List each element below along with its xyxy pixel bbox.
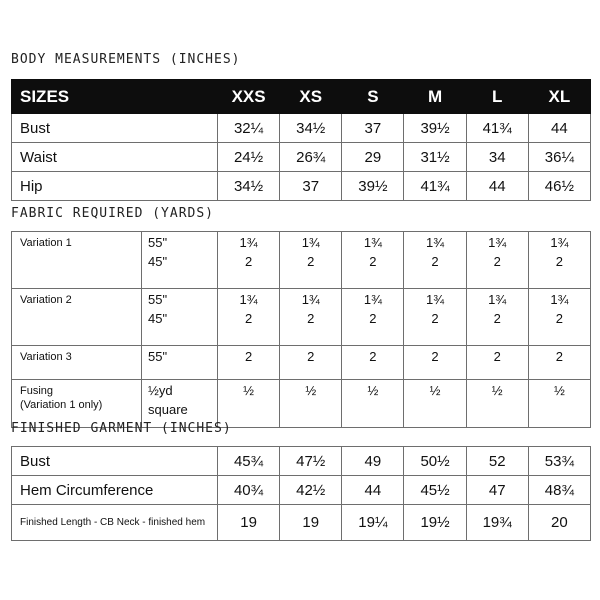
table-cell: 29 (342, 143, 404, 172)
table-cell: 44 (528, 114, 590, 143)
body-measurements-table (11, 79, 591, 201)
table-cell: 36¼ (528, 143, 590, 172)
table-cell: 1¾ 2 (280, 289, 342, 346)
table-cell: ½ (280, 380, 342, 428)
table-cell: 39½ (404, 114, 466, 143)
row-label: Fusing (Variation 1 only) (12, 380, 142, 428)
table-cell: 41¾ (466, 114, 528, 143)
size-m-header: M (404, 80, 466, 114)
finished-garment-table (11, 446, 591, 541)
row-label: Variation 3 (12, 346, 142, 380)
table-cell: 2 (404, 346, 466, 380)
table-cell: 1¾ 2 (218, 232, 280, 289)
row-label: Hip (12, 172, 218, 201)
table-cell: 1¾ 2 (218, 289, 280, 346)
table-cell: 37 (342, 114, 404, 143)
size-xxs-header: XXS (218, 80, 280, 114)
table-row (12, 114, 591, 143)
table-cell: 1¾ 2 (466, 289, 528, 346)
table-cell: ½ (218, 380, 280, 428)
row-label: Variation 1 (12, 232, 142, 289)
size-l-header: L (466, 80, 528, 114)
table-cell: 1¾ 2 (404, 232, 466, 289)
table-cell: 2 (280, 346, 342, 380)
sizes-header-row (12, 80, 591, 114)
table-cell: 48¾ (528, 476, 590, 505)
table-cell: 34½ (280, 114, 342, 143)
table-row (12, 346, 591, 380)
table-cell: 1¾ 2 (280, 232, 342, 289)
table-row (12, 289, 591, 346)
fabric-width-cell: 55" 45" (142, 232, 218, 289)
table-cell: 47 (466, 476, 528, 505)
sizes-header: SIZES (12, 80, 218, 114)
table-cell: 34½ (218, 172, 280, 201)
table-cell: 47½ (280, 447, 342, 476)
table-row (12, 143, 591, 172)
table-cell: 42½ (280, 476, 342, 505)
fabric-width-cell: 55" 45" (142, 289, 218, 346)
table-cell: 1¾ 2 (466, 232, 528, 289)
table-cell: ½ (342, 380, 404, 428)
table-cell: 2 (466, 346, 528, 380)
table-cell: 31½ (404, 143, 466, 172)
table-cell: 2 (218, 346, 280, 380)
table-cell: 53¾ (528, 447, 590, 476)
table-row (12, 232, 591, 289)
table-cell: 44 (342, 476, 404, 505)
size-xl-header: XL (528, 80, 590, 114)
table-cell: 46½ (528, 172, 590, 201)
table-cell: 2 (528, 346, 590, 380)
table-cell: 49 (342, 447, 404, 476)
table-cell: 19¾ (466, 505, 528, 541)
table-cell: ½ (404, 380, 466, 428)
table-cell: 37 (280, 172, 342, 201)
fabric-width-cell: 55" (142, 346, 218, 380)
table-cell: 20 (528, 505, 590, 541)
table-cell: 2 (342, 346, 404, 380)
table-cell: 50½ (404, 447, 466, 476)
table-cell: 40¾ (218, 476, 280, 505)
table-cell: 45½ (404, 476, 466, 505)
table-cell: 1¾ 2 (528, 232, 590, 289)
finished-garment-title: FINISHED GARMENT (INCHES) (11, 421, 232, 436)
table-row (12, 447, 591, 476)
row-label: Bust (12, 114, 218, 143)
table-cell: 41¾ (404, 172, 466, 201)
table-cell: 1¾ 2 (404, 289, 466, 346)
fabric-required-title: FABRIC REQUIRED (YARDS) (11, 206, 215, 221)
row-label: Finished Length - CB Neck - finished hem (12, 505, 218, 541)
table-row (12, 505, 591, 541)
table-cell: ½ (466, 380, 528, 428)
table-cell: 19 (218, 505, 280, 541)
table-cell: 34 (466, 143, 528, 172)
row-label: Waist (12, 143, 218, 172)
row-label: Bust (12, 447, 218, 476)
row-label: Variation 2 (12, 289, 142, 346)
table-cell: 39½ (342, 172, 404, 201)
table-cell: 19½ (404, 505, 466, 541)
table-cell: ½ (528, 380, 590, 428)
fabric-required-table (11, 231, 591, 428)
size-s-header: S (342, 80, 404, 114)
fabric-width-cell: ½yd square (142, 380, 218, 428)
table-row (12, 476, 591, 505)
table-cell: 32¼ (218, 114, 280, 143)
table-cell: 44 (466, 172, 528, 201)
table-cell: 19¼ (342, 505, 404, 541)
size-xs-header: XS (280, 80, 342, 114)
table-cell: 1¾ 2 (342, 232, 404, 289)
table-cell: 45¾ (218, 447, 280, 476)
table-row (12, 172, 591, 201)
body-measurements-title: BODY MEASUREMENTS (INCHES) (11, 52, 241, 67)
table-cell: 52 (466, 447, 528, 476)
table-cell: 19 (280, 505, 342, 541)
table-cell: 1¾ 2 (528, 289, 590, 346)
table-cell: 26¾ (280, 143, 342, 172)
table-cell: 1¾ 2 (342, 289, 404, 346)
row-label: Hem Circumference (12, 476, 218, 505)
table-cell: 24½ (218, 143, 280, 172)
